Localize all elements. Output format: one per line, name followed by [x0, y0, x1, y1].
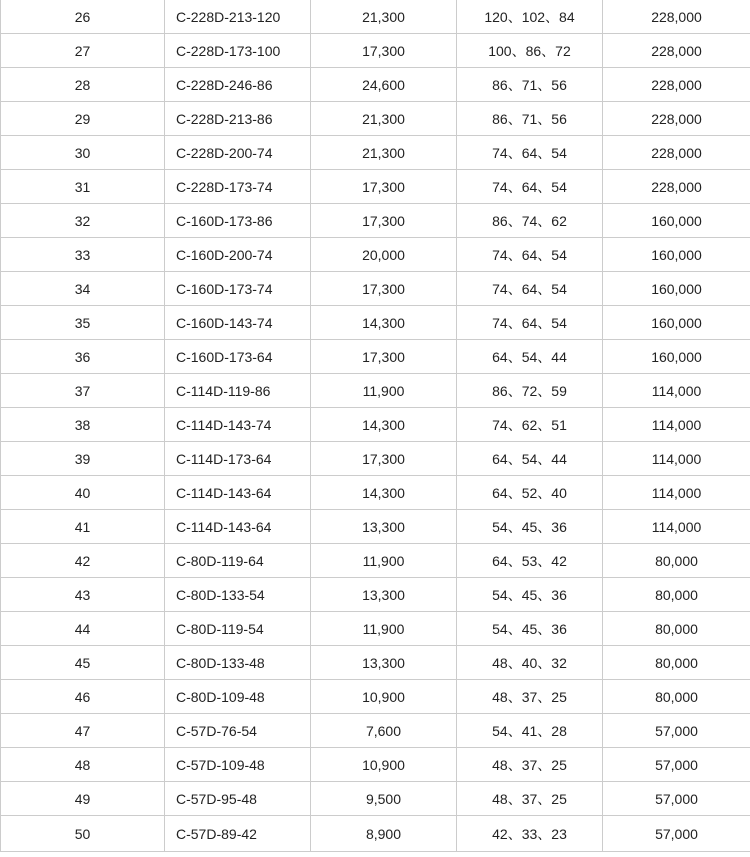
- model-cell: C-160D-173-74: [165, 272, 311, 306]
- capacity-cell: 160,000: [603, 272, 750, 306]
- sizes-cell: 74、64、54: [457, 238, 603, 272]
- value-cell: 8,900: [311, 816, 457, 852]
- row-number-cell: 49: [1, 782, 165, 816]
- row-number-cell: 48: [1, 748, 165, 782]
- sizes-cell: 54、45、36: [457, 510, 603, 544]
- row-number-cell: 46: [1, 680, 165, 714]
- table-row: [1, 646, 750, 680]
- capacity-cell: 114,000: [603, 476, 750, 510]
- table-row: [1, 816, 750, 852]
- value-cell: 21,300: [311, 102, 457, 136]
- table-row: [1, 136, 750, 170]
- table-row: [1, 306, 750, 340]
- sizes-cell: 120、102、84: [457, 0, 603, 34]
- capacity-cell: 80,000: [603, 680, 750, 714]
- capacity-cell: 57,000: [603, 782, 750, 816]
- model-cell: C-228D-173-74: [165, 170, 311, 204]
- sizes-cell: 74、62、51: [457, 408, 603, 442]
- capacity-cell: 160,000: [603, 340, 750, 374]
- value-cell: 14,300: [311, 306, 457, 340]
- row-number-cell: 40: [1, 476, 165, 510]
- model-cell: C-160D-200-74: [165, 238, 311, 272]
- capacity-cell: 57,000: [603, 714, 750, 748]
- capacity-cell: 228,000: [603, 170, 750, 204]
- table-row: [1, 170, 750, 204]
- sizes-cell: 48、37、25: [457, 680, 603, 714]
- sizes-cell: 86、71、56: [457, 102, 603, 136]
- model-cell: C-160D-143-74: [165, 306, 311, 340]
- table-row: [1, 238, 750, 272]
- value-cell: 9,500: [311, 782, 457, 816]
- value-cell: 24,600: [311, 68, 457, 102]
- value-cell: 13,300: [311, 646, 457, 680]
- row-number-cell: 38: [1, 408, 165, 442]
- table-row: [1, 544, 750, 578]
- capacity-cell: 160,000: [603, 306, 750, 340]
- model-cell: C-114D-143-64: [165, 510, 311, 544]
- model-cell: C-57D-89-42: [165, 816, 311, 852]
- row-number-cell: 33: [1, 238, 165, 272]
- value-cell: 14,300: [311, 476, 457, 510]
- model-cell: C-57D-76-54: [165, 714, 311, 748]
- model-cell: C-228D-213-86: [165, 102, 311, 136]
- capacity-cell: 80,000: [603, 578, 750, 612]
- value-cell: 17,300: [311, 340, 457, 374]
- value-cell: 11,900: [311, 374, 457, 408]
- row-number-cell: 41: [1, 510, 165, 544]
- row-number-cell: 35: [1, 306, 165, 340]
- model-cell: C-114D-143-74: [165, 408, 311, 442]
- row-number-cell: 39: [1, 442, 165, 476]
- capacity-cell: 80,000: [603, 544, 750, 578]
- value-cell: 10,900: [311, 748, 457, 782]
- value-cell: 17,300: [311, 170, 457, 204]
- table-row: [1, 102, 750, 136]
- row-number-cell: 30: [1, 136, 165, 170]
- capacity-cell: 114,000: [603, 408, 750, 442]
- model-cell: C-160D-173-64: [165, 340, 311, 374]
- capacity-cell: 228,000: [603, 68, 750, 102]
- capacity-cell: 114,000: [603, 442, 750, 476]
- model-cell: C-228D-200-74: [165, 136, 311, 170]
- table-row: [1, 680, 750, 714]
- value-cell: 20,000: [311, 238, 457, 272]
- value-cell: 21,300: [311, 136, 457, 170]
- capacity-cell: 160,000: [603, 238, 750, 272]
- row-number-cell: 44: [1, 612, 165, 646]
- sizes-cell: 74、64、54: [457, 136, 603, 170]
- capacity-cell: 228,000: [603, 0, 750, 34]
- row-number-cell: 29: [1, 102, 165, 136]
- table-row: [1, 782, 750, 816]
- table-row: [1, 374, 750, 408]
- model-cell: C-80D-109-48: [165, 680, 311, 714]
- row-number-cell: 28: [1, 68, 165, 102]
- row-number-cell: 36: [1, 340, 165, 374]
- sizes-cell: 86、71、56: [457, 68, 603, 102]
- model-cell: C-57D-109-48: [165, 748, 311, 782]
- value-cell: 14,300: [311, 408, 457, 442]
- model-cell: C-160D-173-86: [165, 204, 311, 238]
- value-cell: 17,300: [311, 204, 457, 238]
- table-row: [1, 68, 750, 102]
- sizes-cell: 54、41、28: [457, 714, 603, 748]
- sizes-cell: 64、54、44: [457, 340, 603, 374]
- model-cell: C-80D-119-54: [165, 612, 311, 646]
- sizes-cell: 54、45、36: [457, 612, 603, 646]
- table-row: [1, 578, 750, 612]
- model-cell: C-57D-95-48: [165, 782, 311, 816]
- table-row: [1, 34, 750, 68]
- capacity-cell: 114,000: [603, 374, 750, 408]
- row-number-cell: 43: [1, 578, 165, 612]
- row-number-cell: 42: [1, 544, 165, 578]
- sizes-cell: 74、64、54: [457, 306, 603, 340]
- row-number-cell: 45: [1, 646, 165, 680]
- capacity-cell: 228,000: [603, 136, 750, 170]
- capacity-cell: 160,000: [603, 204, 750, 238]
- capacity-cell: 114,000: [603, 510, 750, 544]
- sizes-cell: 100、86、72: [457, 34, 603, 68]
- model-cell: C-228D-246-86: [165, 68, 311, 102]
- table-row: [1, 476, 750, 510]
- sizes-cell: 64、52、40: [457, 476, 603, 510]
- value-cell: 13,300: [311, 510, 457, 544]
- row-number-cell: 34: [1, 272, 165, 306]
- capacity-cell: 228,000: [603, 34, 750, 68]
- table-row: [1, 510, 750, 544]
- sizes-cell: 86、72、59: [457, 374, 603, 408]
- model-cell: C-80D-133-48: [165, 646, 311, 680]
- sizes-cell: 74、64、54: [457, 170, 603, 204]
- row-number-cell: 50: [1, 816, 165, 852]
- capacity-cell: 57,000: [603, 748, 750, 782]
- table-row: [1, 714, 750, 748]
- sizes-cell: 54、45、36: [457, 578, 603, 612]
- model-cell: C-114D-173-64: [165, 442, 311, 476]
- spec-table-body: [1, 0, 750, 852]
- row-number-cell: 37: [1, 374, 165, 408]
- model-cell: C-228D-173-100: [165, 34, 311, 68]
- model-cell: C-80D-119-64: [165, 544, 311, 578]
- row-number-cell: 31: [1, 170, 165, 204]
- capacity-cell: 228,000: [603, 102, 750, 136]
- table-row: [1, 272, 750, 306]
- model-cell: C-228D-213-120: [165, 0, 311, 34]
- model-cell: C-114D-143-64: [165, 476, 311, 510]
- row-number-cell: 47: [1, 714, 165, 748]
- sizes-cell: 64、54、44: [457, 442, 603, 476]
- table-row: [1, 204, 750, 238]
- value-cell: 17,300: [311, 34, 457, 68]
- value-cell: 17,300: [311, 442, 457, 476]
- capacity-cell: 57,000: [603, 816, 750, 852]
- model-cell: C-114D-119-86: [165, 374, 311, 408]
- value-cell: 7,600: [311, 714, 457, 748]
- capacity-cell: 80,000: [603, 612, 750, 646]
- sizes-cell: 74、64、54: [457, 272, 603, 306]
- value-cell: 11,900: [311, 544, 457, 578]
- row-number-cell: 26: [1, 0, 165, 34]
- table-row: [1, 0, 750, 34]
- table-row: [1, 612, 750, 646]
- row-number-cell: 32: [1, 204, 165, 238]
- capacity-cell: 80,000: [603, 646, 750, 680]
- value-cell: 17,300: [311, 272, 457, 306]
- table-row: [1, 340, 750, 374]
- table-row: [1, 748, 750, 782]
- value-cell: 13,300: [311, 578, 457, 612]
- sizes-cell: 48、37、25: [457, 782, 603, 816]
- value-cell: 11,900: [311, 612, 457, 646]
- value-cell: 21,300: [311, 0, 457, 34]
- sizes-cell: 42、33、23: [457, 816, 603, 852]
- row-number-cell: 27: [1, 34, 165, 68]
- model-cell: C-80D-133-54: [165, 578, 311, 612]
- value-cell: 10,900: [311, 680, 457, 714]
- sizes-cell: 86、74、62: [457, 204, 603, 238]
- sizes-cell: 48、37、25: [457, 748, 603, 782]
- table-row: [1, 408, 750, 442]
- table-row: [1, 442, 750, 476]
- sizes-cell: 48、40、32: [457, 646, 603, 680]
- sizes-cell: 64、53、42: [457, 544, 603, 578]
